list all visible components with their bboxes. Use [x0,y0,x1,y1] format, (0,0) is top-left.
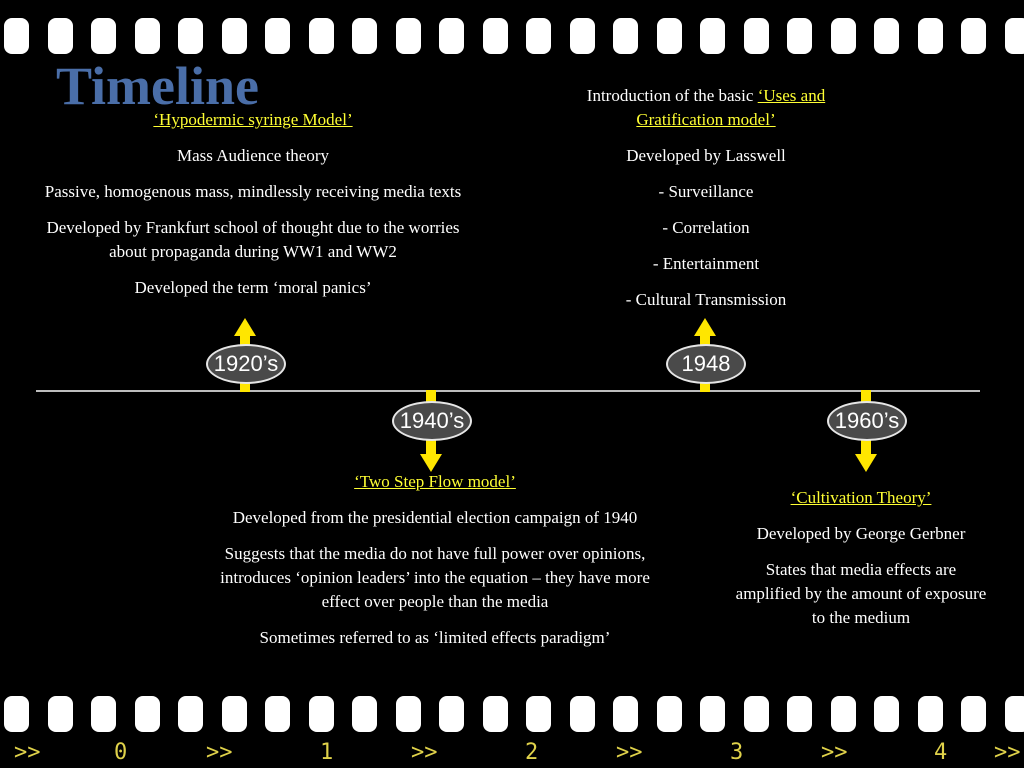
film-counter-item: 2 [525,740,539,765]
film-hole [918,696,943,732]
event-1920s-heading: ‘Hypodermic syringe Model’ [153,110,353,129]
film-hole [744,18,769,54]
film-hole [4,18,29,54]
film-hole [309,696,334,732]
event-1948-text [560,84,852,324]
film-hole [657,696,682,732]
timeline-axis [36,390,980,392]
arrow-up-icon [234,318,256,336]
arrow-down-icon [855,454,877,472]
event-1948-intro: Introduction of the basic [586,86,758,105]
film-hole [874,696,899,732]
film-hole [700,696,725,732]
film-hole [961,18,986,54]
film-hole [831,696,856,732]
film-counter-item: 4 [934,740,948,765]
event-1940s-line: Developed from the presidential election campaign of 1940 [232,508,638,527]
film-hole [178,696,203,732]
film-hole [700,18,725,54]
event-1940s-text [208,470,662,662]
film-hole [657,18,682,54]
film-hole [265,696,290,732]
film-hole [352,696,377,732]
film-hole [483,696,508,732]
event-1948-line: - Entertainment [652,254,760,273]
event-1920s-text [40,108,466,312]
film-hole [961,696,986,732]
film-hole [1005,18,1024,54]
event-1920s-line: Passive, homogenous mass, mindlessly receiving media texts [44,182,462,201]
film-counter-item: >> [616,740,643,765]
film-hole [526,696,551,732]
film-counter-item: 1 [320,740,334,765]
arrow-down-icon [420,454,442,472]
film-hole [48,18,73,54]
film-hole [787,18,812,54]
film-counter-item: 3 [730,740,744,765]
film-hole [91,696,116,732]
film-counter-item: >> [411,740,438,765]
film-counter-item: >> [821,740,848,765]
event-1960s-line: Developed by George Gerbner [756,524,966,543]
page-title: Timeline [56,56,260,116]
event-1948-line: - Cultural Transmission [625,290,787,309]
film-hole [352,18,377,54]
event-1948-line: - Correlation [662,218,750,237]
film-counter-item: >> [206,740,233,765]
event-1948-heading: ‘Uses and Gratification model’ [636,86,826,129]
film-hole [439,18,464,54]
film-hole [744,696,769,732]
film-hole [918,18,943,54]
event-1920s-line: Developed the term ‘moral panics’ [134,278,372,297]
badge-1948: 1948 [666,344,746,384]
event-1960s-text [734,486,988,642]
film-hole [396,18,421,54]
event-1948-line: - Surveillance [658,182,754,201]
film-hole [396,696,421,732]
film-hole [831,18,856,54]
film-hole [135,18,160,54]
film-strip-top [0,14,1024,58]
film-counter-item: >> [994,740,1021,765]
event-1920s-line: Mass Audience theory [176,146,330,165]
event-1960s-heading: ‘Cultivation Theory’ [790,488,932,507]
arrow-up-icon [694,318,716,336]
film-strip-bottom [0,692,1024,736]
film-hole [48,696,73,732]
film-counter-item: 0 [114,740,128,765]
event-1940s-line: Sometimes referred to as ‘limited effects paradigm’ [259,628,611,647]
film-counter-item: >> [14,740,41,765]
film-hole [1005,696,1024,732]
event-1940s-line: Suggests that the media do not have full power over opinions, introduces ‘opinion leaders’ into the equation – they have more effect over people than the media [220,544,650,611]
film-hole [222,696,247,732]
film-hole [309,18,334,54]
film-hole [613,18,638,54]
film-hole [265,18,290,54]
film-hole [570,696,595,732]
film-counter [0,740,1024,768]
film-hole [526,18,551,54]
film-hole [483,18,508,54]
film-hole [91,18,116,54]
film-hole [787,696,812,732]
film-hole [613,696,638,732]
film-hole [570,18,595,54]
film-hole [135,696,160,732]
film-hole [439,696,464,732]
event-1948-line: Developed by Lasswell [626,146,786,165]
film-hole [874,18,899,54]
badge-1920s: 1920’s [206,344,286,384]
event-1920s-line: Developed by Frankfurt school of thought due to the worries about propaganda during WW1 and WW2 [46,218,460,261]
film-hole [222,18,247,54]
badge-1940s: 1940’s [392,401,472,441]
film-hole [178,18,203,54]
event-1960s-line: States that media effects are amplified by the amount of exposure to the medium [735,560,987,627]
event-1940s-heading: ‘Two Step Flow model’ [354,472,516,491]
film-hole [4,696,29,732]
badge-1960s: 1960’s [827,401,907,441]
